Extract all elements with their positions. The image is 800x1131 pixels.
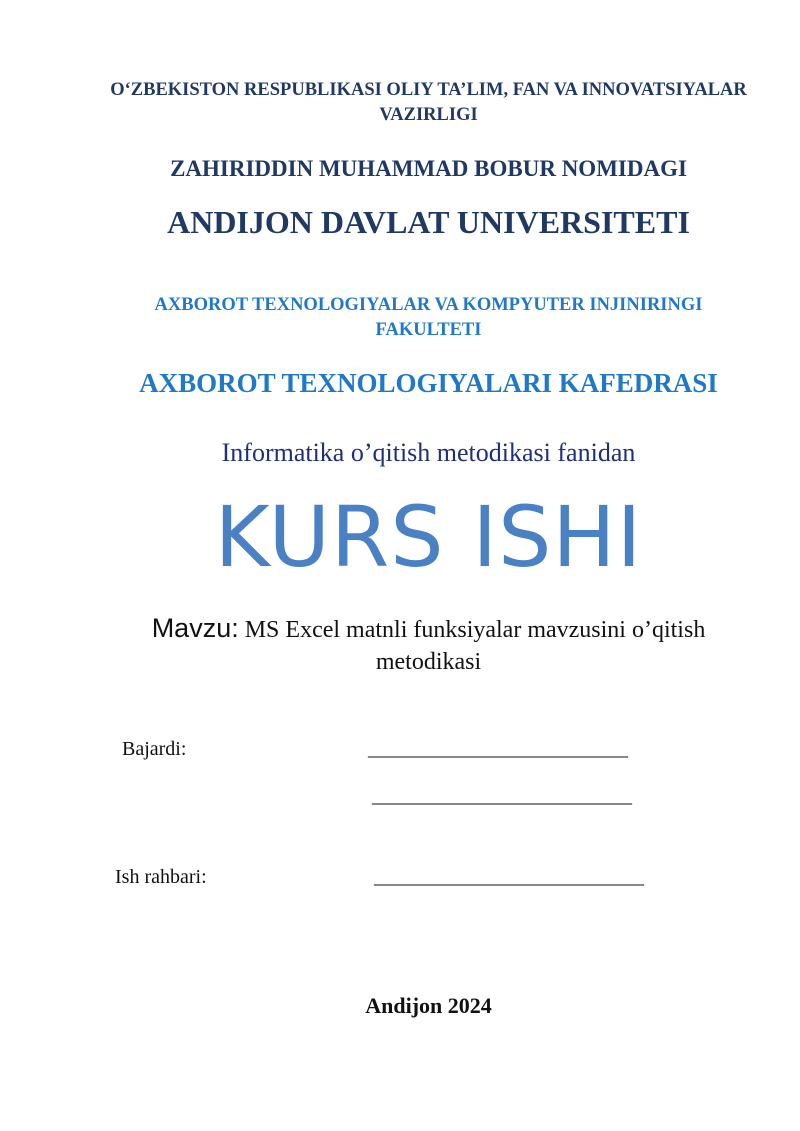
performed-by-label: Bajardi:: [122, 738, 187, 760]
supervisor-signature-line: ___________________________: [374, 866, 644, 888]
university-name-line1: ZAHIRIDDIN MUHAMMAD BOBUR NOMIDAGI: [170, 156, 687, 181]
topic-label: Mavzu:: [151, 613, 239, 643]
ministry-title: O‘ZBEKISTON RESPUBLIKASI OLIY TA’LIM, FAN VA INNOVATSIYALAR VAZIRLIGI: [110, 80, 747, 125]
subject-line: Informatika o’qitish metodikasi fanidan: [221, 438, 636, 467]
topic: [100, 612, 757, 678]
supervisor-label: Ish rahbari:: [115, 866, 207, 888]
document-type-title: KURS ISHI: [214, 488, 643, 586]
university-name-line2: ANDIJON DAVLAT UNIVERSITETI: [167, 204, 690, 240]
faculty-name: AXBOROT TEXNOLOGIYALAR VA KOMPYUTER INJINIRINGI FAKULTETI: [154, 295, 703, 340]
city-year: Andijon 2024: [365, 993, 492, 1018]
topic-text: MS Excel matnli funksiyalar mavzusini o’qitish metodikasi: [244, 617, 706, 675]
performed-by-signature-line-2: __________________________: [372, 785, 632, 807]
department-name: AXBOROT TEXNOLOGIYALARI KAFEDRASI: [139, 368, 718, 398]
performed-by-signature-line-1: __________________________: [368, 738, 628, 760]
